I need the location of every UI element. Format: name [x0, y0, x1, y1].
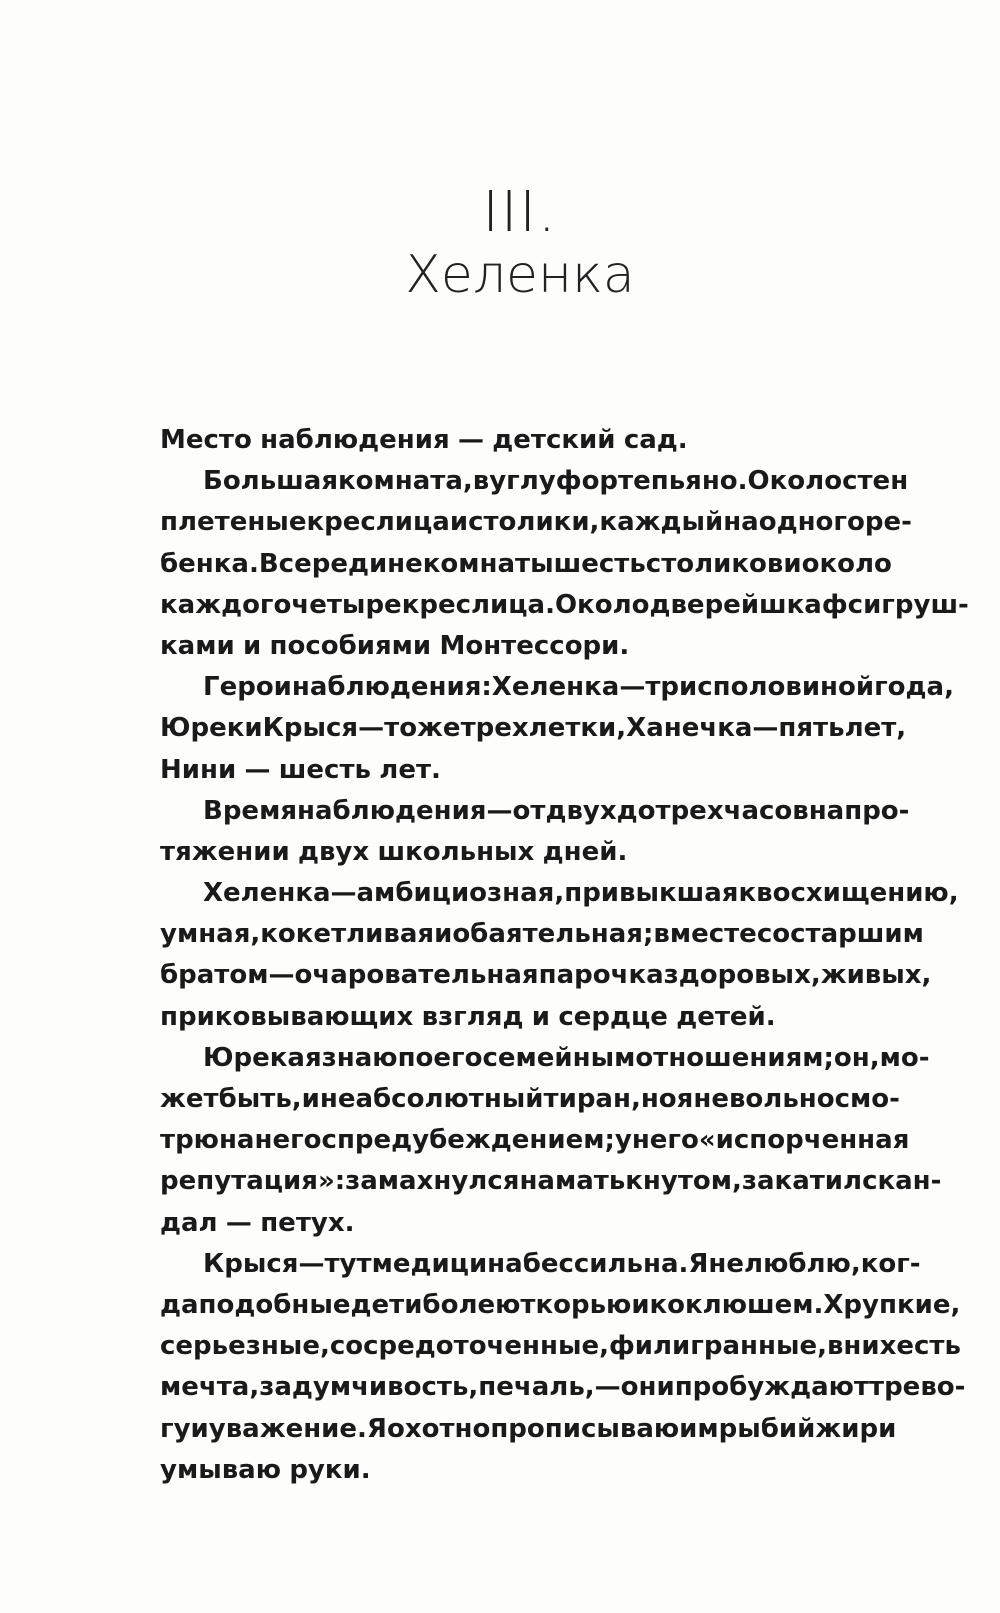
text-line: жет быть, и не абсолютный тиран, но я невольно смо- — [160, 1084, 900, 1114]
text-line: каждого четыре креслица. Около дверей шкаф с игруш- — [160, 589, 969, 620]
text-line: Место наблюдения — детский сад. — [160, 425, 688, 455]
text-line: гу и уважение. Я охотно прописываю им рыбий жир и — [160, 1413, 897, 1444]
text-line: Юрека я знаю по его семейным отношениям; он, мо- — [203, 1042, 930, 1073]
text-line: братом — очаровательная парочка здоровых, живых, — [160, 960, 932, 991]
text-line: умываю руки. — [160, 1454, 371, 1485]
text-line: приковывающих взгляд и сердце детей. — [160, 1001, 776, 1032]
text-line: ками и пособиями Монтессори. — [160, 630, 630, 661]
text-line: Хеленка — амбициозная, привыкшая к восхищению, — [203, 878, 959, 909]
text-line: Юрек и Крыся — тоже трехлетки, Ханечка — пять лет, — [160, 713, 907, 744]
text-line: трю на него с предубеждением; у него «испорченная — [160, 1125, 910, 1156]
text-line: мечта, задумчивость, печаль, — они пробуждают трево- — [160, 1372, 966, 1403]
text-line: плетеные креслица и столики, каждый на одного ре- — [160, 507, 912, 538]
chapter-number: III. — [482, 180, 558, 245]
text-line: дал — петух. — [160, 1207, 355, 1238]
text-line: Время наблюдения — от двух до трех часов на про- — [203, 795, 910, 826]
text-line: репутация»: замахнулся на мать кнутом, закатил скан- — [160, 1166, 942, 1197]
text-line: Нини — шесть лет. — [160, 754, 441, 785]
text-line: бенка. В середине комнаты шесть столиков и около — [160, 548, 892, 579]
text-line: да подобные дети болеют корью и коклюшем. Хрупкие, — [160, 1289, 961, 1320]
text-line: Крыся — тут медицина бессильна. Я не люблю, ког- — [203, 1248, 921, 1279]
text-line: Герои наблюдения: Хеленка — три с половиной года, — [203, 672, 954, 703]
body-text — [160, 420, 969, 1491]
chapter-title: Хеленка — [405, 245, 635, 305]
text-line: Большая комната, в углу фортепьяно. Около стен — [203, 466, 909, 497]
text-line: серьезные, сосредоточенные, филигранные, в них есть — [160, 1331, 961, 1362]
text-line: умная, кокетливая и обаятельная; вместе со старшим — [160, 919, 924, 950]
text-line: тяжении двух школьных дней. — [160, 836, 628, 867]
